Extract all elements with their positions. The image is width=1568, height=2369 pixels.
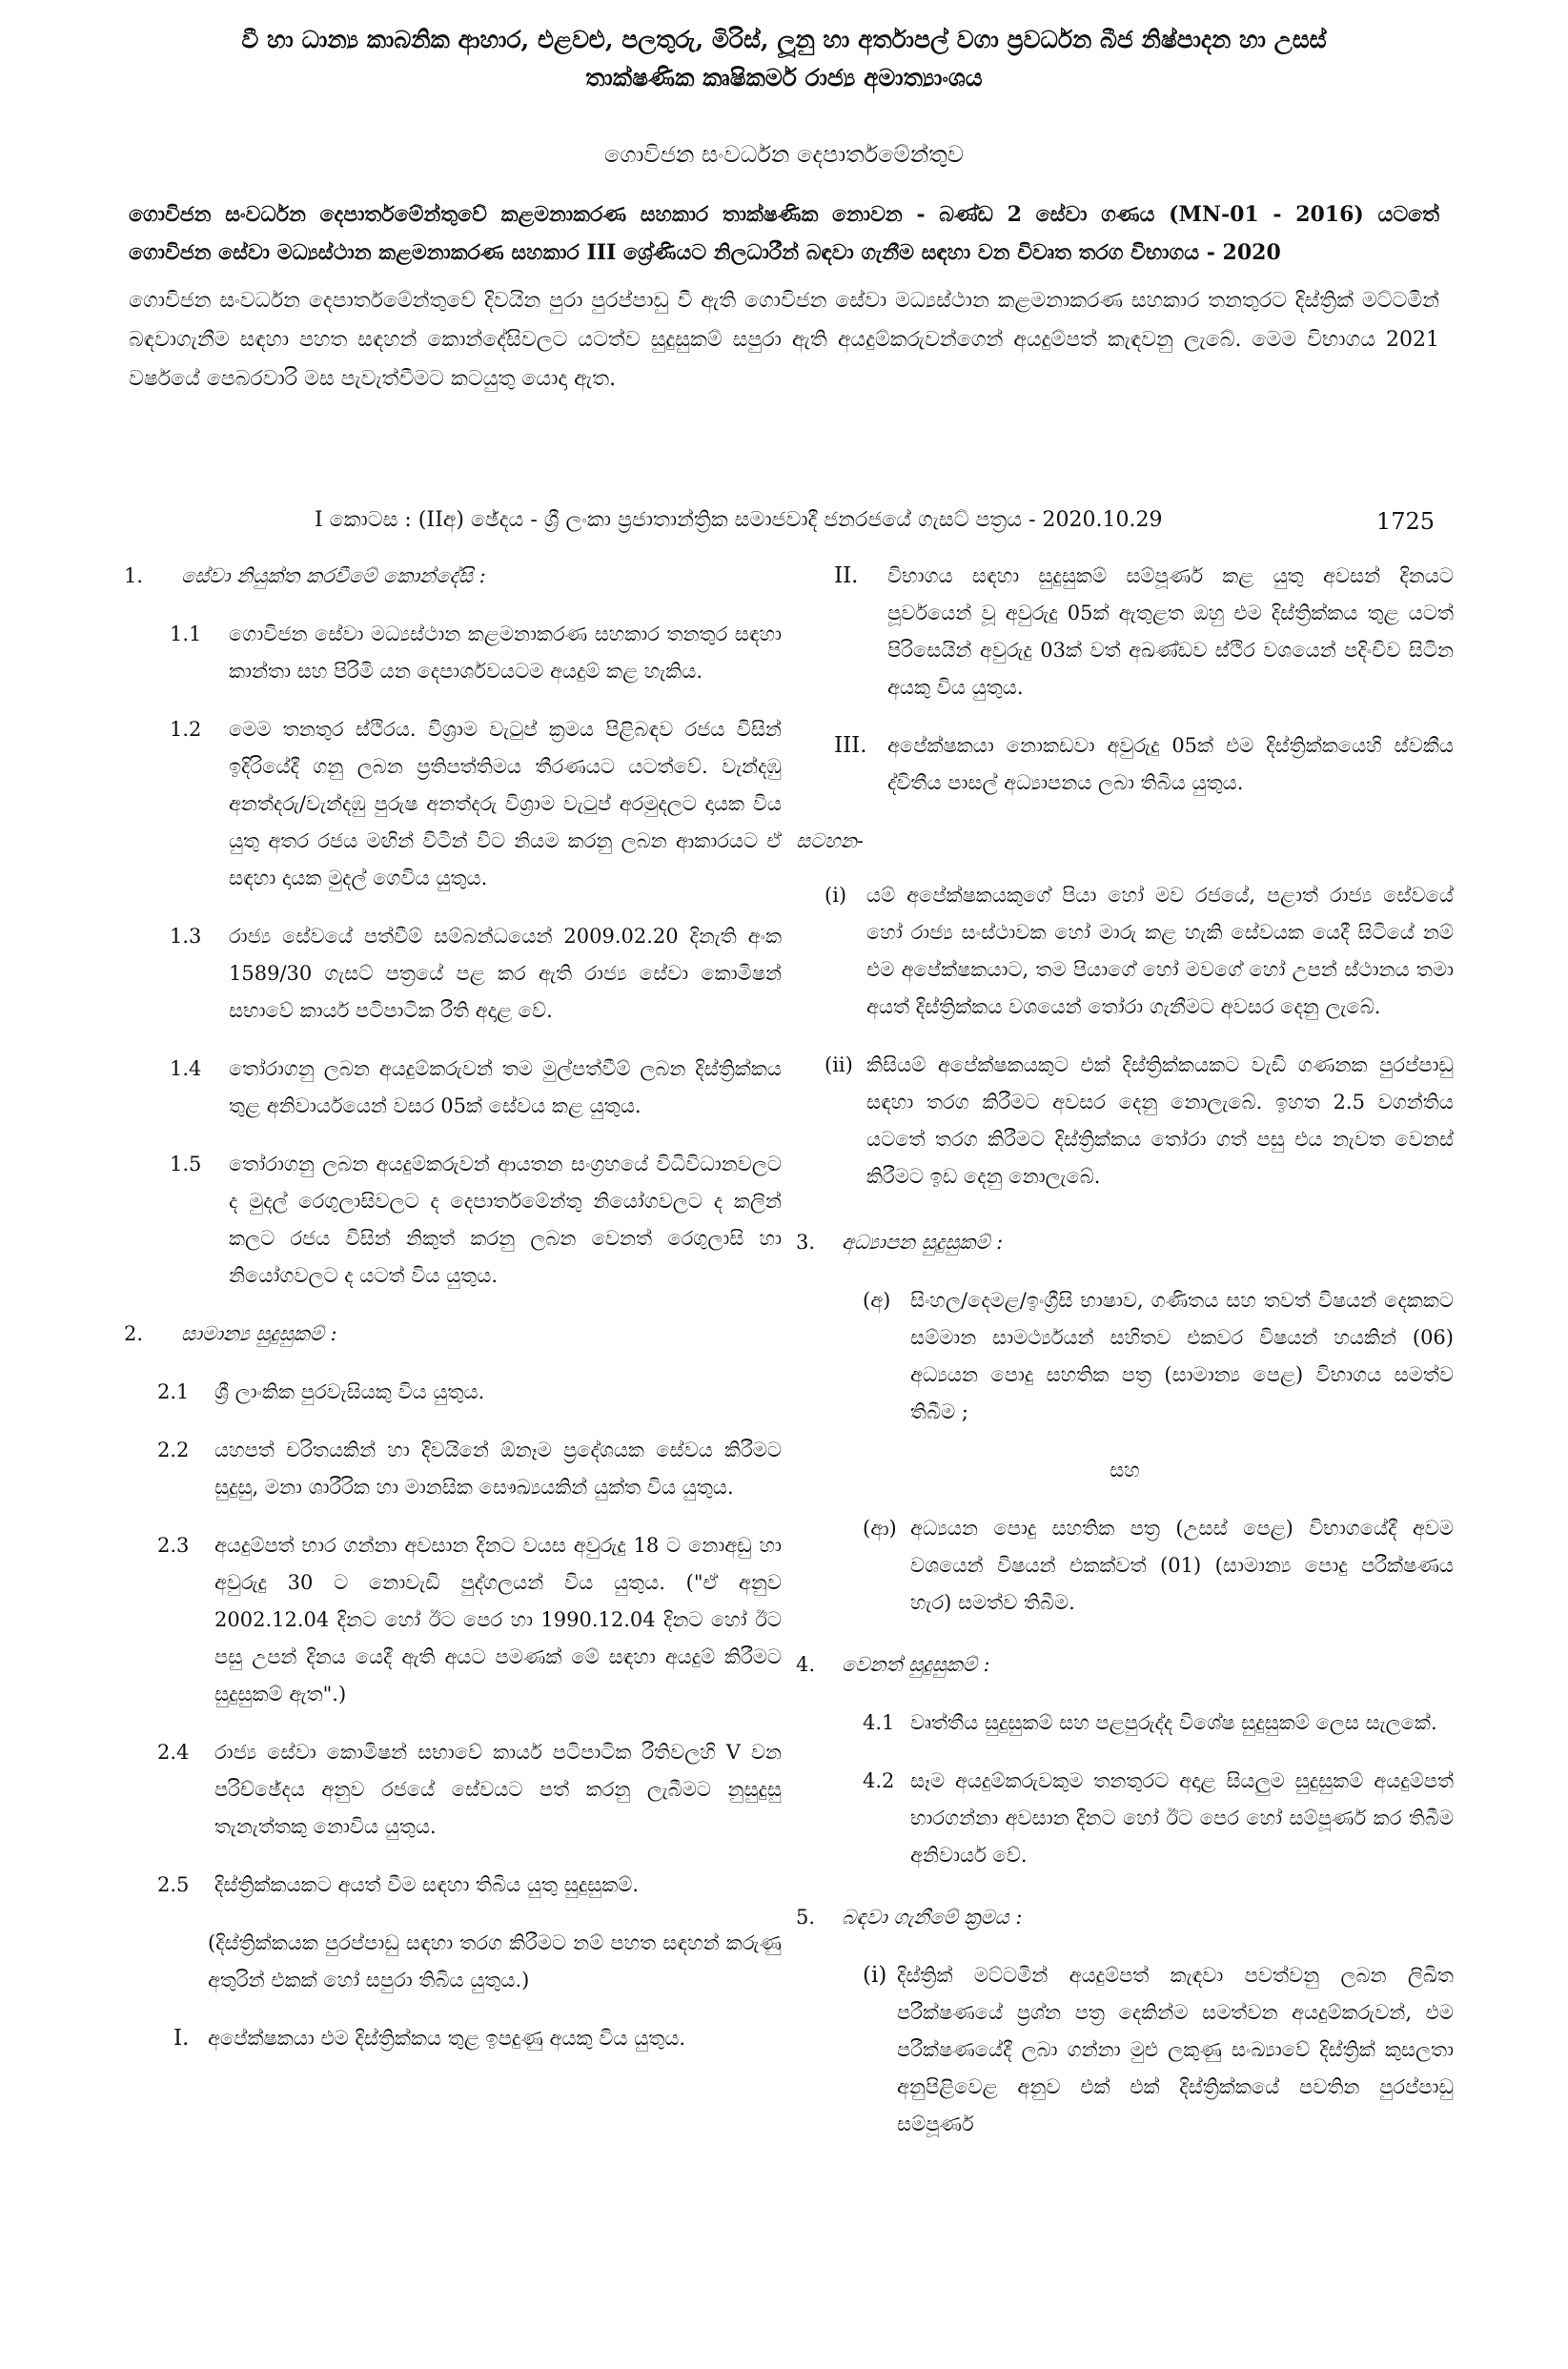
list-item	[796, 727, 1454, 802]
section-number: 5.	[796, 1906, 816, 1929]
item-text: අපේක්ෂකයා නොකඩවා අවුරුදු 05ක් එම දිස්ත්‍රික්කයෙහි ස්වකීය ද්විතීය පාසල් අධ්‍යාපනය ලබා තිබිය යුතුය.	[887, 734, 1454, 794]
list-item	[170, 1146, 782, 1295]
ministry-heading	[114, 21, 1454, 97]
list-item	[170, 711, 782, 897]
item-text: වෘත්තීය සුදුසුකම් සහ පළපුරුද්ද විශේෂ සුදුසුකම් ලෙස සැලකේ.	[910, 1711, 1437, 1734]
section-2-5-note: (දිස්ත්‍රික්කයක පුරප්පාඩු සඳහා තරග කිරීමට නම් පහත සඳහන් කරුණු අතුරින් එකක් හෝ සපුරා තිබිය යුතුය.)	[208, 1931, 782, 1991]
item-text: මෙම තනතුර ස්ථිරය. විශ්‍රාම වැටුප් ක්‍රමය පිළිබඳව රජය විසින් ඉදිරියේදී ගනු ලබන ප්‍රතිපත්තිමය තීරණයට යටත්වේ. වැන්දඹු අනත්දරු/වැන්දඹු පුරුෂ අනත්දරු විශ්‍රාම වැටුප් අරමුදලට දායක විය යුතු අතර රජය මඟින් විටින් විට නියම කරනු ලබන ආකාරයට ඒ සඳහා දායක මුදල් ගෙවිය යුතුය.	[229, 718, 782, 889]
list-item	[170, 918, 782, 1030]
intro-paragraph: ගොවිජන සංවර්ධන දෙපාර්තමේන්තුවේ දිවයින පුරා පුරප්පාඩු වී ඇති ගොවිජන සේවා මධ්‍යස්ථාන කළමනාකරණ සහකාර තනතුරට දිස්ත්‍රික් මට්ටමින් බඳවාගැනීම සඳහා පහත සඳහන් කොන්දේසිවලට යටත්ව සුදුසුකම් සපුරා ඇති අයදුම්කරුවන්ගෙන් අයදුම්පත් කැඳවනු ලැබේ. මෙම විභාගය 2021 වර්ෂයේ පෙබරවාරි මස පැවැත්වීමට කටයුතු යොදා ඇත.	[129, 289, 1439, 391]
list-item	[796, 1510, 1454, 1622]
item-number: II.	[834, 563, 859, 588]
item-text: තෝරාගනු ලබන අයදුම්කරුවන් ආයතන සංග්‍රහයේ විධිවිධානවලට ද මුදල් රෙගුලාසිවලට ද දෙපාර්තමේන්තු නියෝගවලට ද කලින් කලට රජය විසින් නිකුත් කරනු ලබන වෙනත් රෙගුලාසි හා නියෝගවලට ද යටත් විය යුතුය.	[229, 1153, 782, 1287]
left-column	[124, 558, 782, 2078]
item-text: තෝරාගනු ලබන අයදුම්කරුවන් තම මුල්පත්වීම් ලබන දිස්ත්‍රික්කය තුළ අනිවාර්යයෙන් වසර 05ක් සේවය කළ යුතුය.	[229, 1057, 782, 1117]
section-1-heading	[124, 558, 782, 595]
list-item	[863, 1705, 1454, 1742]
item-text: සිංහල/දෙමළ/ඉංග්‍රීසි භාෂාව, ගණිතය සහ තවත් විෂයන් දෙකකට සම්මාන සාමර්ථ්‍යයන් සහිතව එකවර විෂයන් හයකින් (06) අධ්‍යයන පොදු සහතික පත්‍ර (සාමාන්‍ය පෙළ) විභාගය සමත්ව තිබීම ;	[910, 1289, 1454, 1423]
section-2-heading	[124, 1316, 782, 1353]
list-item	[170, 616, 782, 690]
list-item	[170, 1051, 782, 1125]
right-column	[796, 558, 1454, 2164]
section-title: වෙනත් සුදුසුකම් :	[842, 1653, 990, 1676]
item-text: ශ්‍රී ලාංකික පුරවැසියකු විය යුතුය.	[214, 1380, 485, 1403]
section-number: 3.	[796, 1231, 816, 1254]
item-number: 4.1	[863, 1711, 895, 1734]
list-item	[157, 1734, 782, 1846]
section-number: 2.	[124, 1322, 144, 1345]
section-number: 1.	[124, 564, 144, 587]
exam-title-line-1: ගොවිජන සංවර්ධන දෙපාර්තමේන්තුවේ කළමනාකරණ සහකාර තාක්ෂණික නොවන - බණ්ඩ 2 සේවා ගණය (MN-01 - 2016) යටතේ	[129, 202, 1439, 227]
item-text: ගොවිජන සේවා මධ්‍යස්ථාන කළමනාකරණ සහකාර තනතුර සඳහා කාන්තා සහ පිරිමි යන දෙපාර්ශවයටම අයදුම් කළ හැකිය.	[229, 623, 782, 683]
list-item	[796, 558, 1454, 706]
list-item	[825, 877, 1454, 1026]
page-number: 1725	[1375, 508, 1435, 535]
gazette-running-head	[315, 508, 1435, 535]
list-item	[157, 1432, 782, 1506]
section-2-list	[124, 1374, 782, 1904]
and-conjunction: සහ	[1110, 1459, 1140, 1481]
item-number: (ii)	[825, 1053, 853, 1076]
section-5-heading	[796, 1899, 1454, 1936]
item-number: 2.5	[157, 1873, 190, 1896]
item-text: විභාගය සඳහා සුදුසුකම් සම්පූර්ණ කළ යුතු අවසන් දිනයට පූර්වයෙන් වූ අවුරුදු 05ක් ඇතුළත ඔහු එම දිස්ත්‍රික්කය තුළ යටත් පිරිසෙයින් අවුරුදු 03ක් වත් අඛණ්ඩව ස්ථිර වශයෙන් පදිංචිව සිටින අයකු විය යුතුය.	[887, 564, 1454, 699]
item-number: 2.4	[157, 1741, 190, 1764]
section-3-heading	[796, 1224, 1454, 1261]
item-text: අයදුම්පත් භාර ගන්නා අවසාන දිනට වයස අවුරුදු 18 ට නොඅඩු හා අවුරුදු 30 ට නොවැඩි පුද්ගලයන් විය යුතුය. ("ඒ අනුව 2002.12.04 දිනට හෝ ඊට පෙර හා 1990.12.04 දිනට හෝ ඊට පසු උපන් දිනය යෙදී ඇති අයට පමණක් මේ සඳහා අයදුම් කිරීමට සුදුසුකම් ඇත".)	[214, 1534, 782, 1705]
item-number: I.	[173, 2026, 190, 2051]
item-number: III.	[834, 733, 867, 758]
notes-list	[796, 877, 1454, 1195]
item-number: 2.2	[157, 1439, 190, 1461]
item-number: (i)	[863, 1963, 887, 1988]
item-text: දිස්ත්‍රික් මට්ටමින් අයදුම්පත් කැඳවා පවත්වනු ලබන ලිඛිත පරීක්ෂණයේ ප්‍රශ්න පත්‍ර දෙකින්ම සමත්වන අයදුම්කරුවන්, එම පරීක්ෂණයේදී ලබා ගන්නා මුළු ලකුණු සංඛ්‍යාවේ දිස්ත්‍රික් කුසලතා අනුපිළිවෙළ අනුව එක් එක් දිස්ත්‍රික්කයේ පවතින පුරප්පාඩු සම්පූර්ණ	[897, 1964, 1454, 2135]
list-item	[796, 1282, 1454, 1431]
item-text: යම් අපේක්ෂකයකුගේ පියා හෝ මව රජයේ, පළාත් රාජ්‍ය සේවයේ හෝ රාජ්‍ය සංස්ථාවක හෝ මාරු කළ හැකි සේවයක යෙදී සිටියේ නම් එම අපේක්ෂකයාට, තම පියාගේ හෝ මවගේ හෝ උපන් ස්ථානය තමා අයත් දිස්ත්‍රික්කය වශයෙන් තෝරා ගැනීමට අවසර දෙනු ලැබේ.	[866, 884, 1454, 1018]
section-1-list	[124, 616, 782, 1295]
item-text: දිස්ත්‍රික්කයකට අයත් වීම සඳහා තිබිය යුතු සුදුසුකම්.	[214, 1873, 640, 1896]
exam-title	[129, 195, 1439, 272]
exam-title-line-2: ගොවිජන සේවා මධ්‍යස්ථාන කළමනාකරණ සහකාර III ශ්‍රේණියට නිලධාරීන් බඳවා ගැනීම සඳහා වන විවෘත තරග විභාගය - 2020	[129, 240, 1281, 265]
section-title: සේවා නියුක්ත කරවීමේ කොන්දේසි :	[181, 564, 486, 587]
item-text: යහපත් චරිතයකින් හා දිවයිනේ ඕනෑම ප්‍රදේශයක සේවය කිරීමට සුදුසු, මනා ශාරීරික හා මානසික සෞඛ්‍යයකින් යුක්ත විය යුතුය.	[214, 1439, 782, 1499]
section-number: 4.	[796, 1653, 816, 1676]
list-item	[157, 1527, 782, 1713]
item-number: 1.2	[170, 718, 202, 741]
section-title: බඳවා ගැනීමේ ක්‍රමය :	[842, 1906, 1023, 1929]
item-number: 2.3	[157, 1534, 190, 1557]
item-number: (ආ)	[863, 1517, 897, 1540]
item-number: 1.4	[170, 1057, 202, 1080]
item-text: අපේක්ෂකයා එම දිස්ත්‍රික්කය තුළ ඉපදුණු අයකු විය යුතුය.	[208, 2027, 686, 2050]
list-item	[863, 1763, 1454, 1874]
item-number: 2.1	[157, 1380, 190, 1403]
item-text: කිසියම් අපේක්ෂකයකුට එක් දිස්ත්‍රික්කයකට වැඩි ගණනක පුරප්පාඩු සඳහා තරග කිරීමට අවසර දෙනු නොලැබේ. ඉහත 2.5 වගන්තිය යටතේ තරග කිරීමට දිස්ත්‍රික්කය තෝරා ගත් පසු එය නැවත වෙනස් කිරීමට ඉඩ දෙනු නොලැබේ.	[866, 1053, 1454, 1188]
item-number: 1.1	[170, 623, 202, 645]
list-item	[157, 1867, 782, 1904]
ministry-line-1: වී හා ධාන්‍ය කාබනික ආහාර, එළවළු, පලතුරු, මිරිස්, ලූනු හා අර්තාපල් වගා ප්‍රවර්ධන බීජ නිෂ්පාදන හා උසස්	[241, 26, 1327, 53]
item-number: 1.5	[170, 1153, 202, 1175]
item-number: (i)	[825, 884, 847, 907]
item-number: (අ)	[863, 1289, 891, 1312]
section-4-list	[796, 1705, 1454, 1874]
list-item	[157, 1374, 782, 1411]
running-head-text: I කොටස : (IIඅ) ඡේදය - ශ්‍රී ලංකා ප්‍රජාතාන්ත්‍රික සමාජවාදී ජනරජයේ ගැසට් පත්‍රය - 2020.10.29	[315, 508, 1163, 532]
section-4-heading	[796, 1646, 1454, 1684]
department-heading: ගොවිජන සංවර්ධන දෙපාර්තමේන්තුව	[604, 141, 964, 168]
item-number: 4.2	[863, 1769, 895, 1792]
item-text: අධ්‍යයන පොදු සහතික පත්‍ර (උසස් පෙළ) විභාගයේදී අවම වශයෙන් විෂයන් එකක්වත් (01) (සාමාන්‍ය පොදු පරීක්ෂණය හැර) සමත්ව තිබීම.	[910, 1517, 1454, 1614]
list-item	[124, 2020, 782, 2057]
section-title: සාමාන්‍ය සුදුසුකම් :	[181, 1322, 337, 1345]
item-text: රාජ්‍ය සේවයේ පත්වීම් සම්බන්ධයෙන් 2009.02.20 දිනැති අංක 1589/30 ගැසට් පත්‍රයේ පළ කර ඇති රාජ්‍ය සේවා කොමිෂන් සභාවේ කාර්ය පටිපාටික රීති අදාළ වේ.	[229, 925, 782, 1022]
section-title: අධ්‍යාපන සුදුසුකම් :	[842, 1231, 1004, 1254]
list-item	[825, 1047, 1454, 1195]
ministry-line-2: තාක්ෂණික කෘෂිකර්ම රාජ්‍ය අමාත්‍යාංශය	[585, 64, 983, 92]
item-text: සෑම අයදුම්කරුවකුම තනතුරට අදාළ සියලුම සුදුසුකම් අයදුම්පත් භාරගන්නා අවසාන දිනට හෝ ඊට පෙර හෝ සම්පූර්ණ කර තිබීම අනිවාර්ය වේ.	[910, 1769, 1454, 1867]
item-text: රාජ්‍ය සේවා කොමිෂන් සභාවේ කාර්ය පටිපාටික රීතිවලහි V වන පරිච්ඡේදය අනුව රජයේ සේවයට පත් කරනු ලැබීමට නුසුදුසු තැනැත්තකු නොවිය යුතුය.	[214, 1741, 782, 1838]
notes-heading: සටහන-	[796, 829, 864, 852]
item-number: 1.3	[170, 925, 202, 948]
list-item	[796, 1957, 1454, 2143]
